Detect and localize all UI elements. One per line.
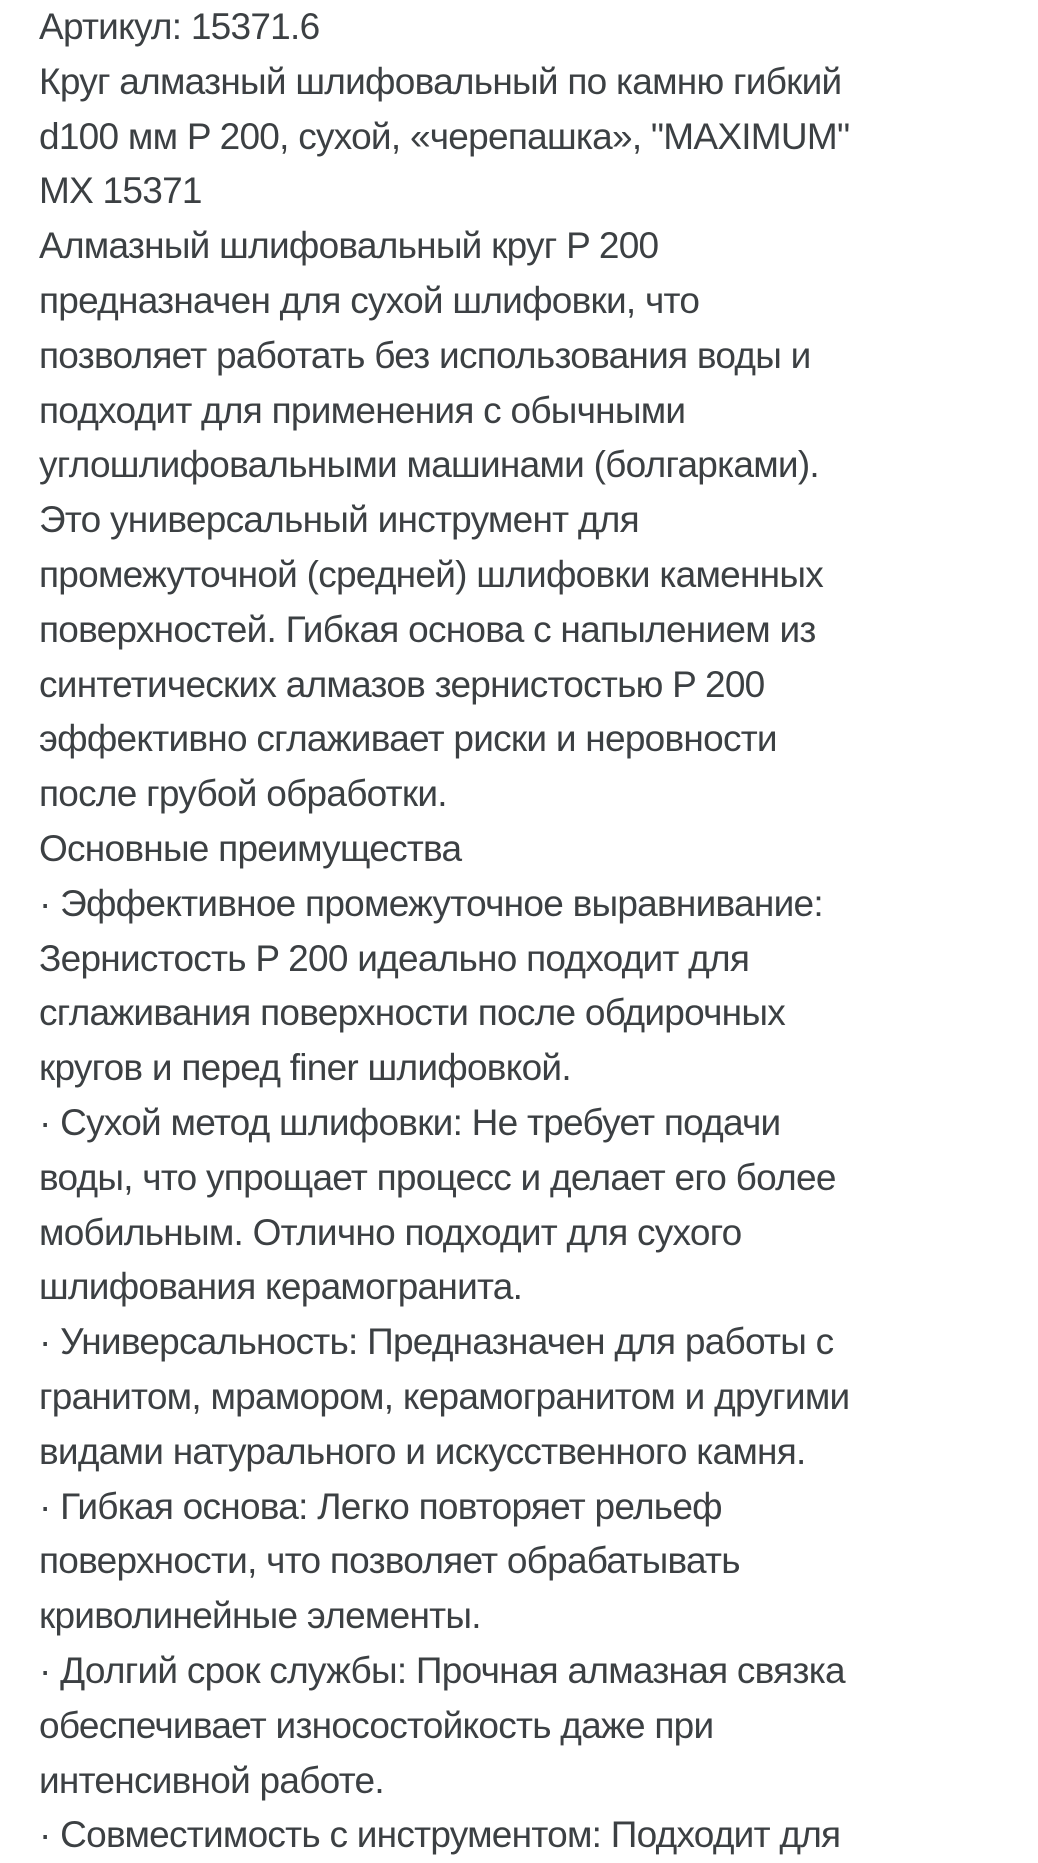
description-line: · Эффективное промежуточное выравнивание: xyxy=(39,882,823,924)
description-line: видами натурального и искусственного камня. xyxy=(39,1430,806,1472)
description-line: сглаживания поверхности после обдирочных xyxy=(39,992,785,1034)
description-line: промежуточной (средней) шлифовки каменных xyxy=(39,553,823,595)
description-line: Зернистость P 200 идеально подходит для xyxy=(39,937,750,979)
description-line: после грубой обработки. xyxy=(39,773,447,815)
description-line: обеспечивает износостойкость даже при xyxy=(39,1704,714,1746)
description-line: предназначен для сухой шлифовки, что xyxy=(39,279,700,321)
description-line: интенсивной работе. xyxy=(39,1759,384,1801)
description-line: поверхностей. Гибкая основа с напылением из xyxy=(39,608,816,650)
description-line: гранитом, мрамором, керамогранитом и другими xyxy=(39,1375,850,1417)
description-line: подходит для применения с обычными xyxy=(39,389,686,431)
description-line: d100 мм P 200, сухой, «черепашка», "MAXIMUM" xyxy=(39,115,850,157)
description-line: MX 15371 xyxy=(39,170,202,212)
description-line: поверхности, что позволяет обрабатывать xyxy=(39,1540,740,1582)
article-line: Артикул: 15371.6 xyxy=(39,6,320,47)
description-line: Это универсальный инструмент для xyxy=(39,499,639,541)
description-line: Круг алмазный шлифовальный по камню гибкий xyxy=(39,60,842,102)
description-line: воды, что упрощает процесс и делает его более xyxy=(39,1156,836,1198)
description-line: · Универсальность: Предназначен для работы с xyxy=(39,1321,834,1363)
description-line: углошлифовальными машинами (болгарками). xyxy=(39,444,819,486)
description-line: эффективно сглаживает риски и неровности xyxy=(39,718,777,760)
description-line: Алмазный шлифовальный круг P 200 xyxy=(39,225,659,267)
description-line: · Гибкая основа: Легко повторяет рельеф xyxy=(39,1485,722,1527)
description-line: · Долгий срок службы: Прочная алмазная связка xyxy=(39,1649,845,1691)
description-line: криволинейные элементы. xyxy=(39,1595,481,1637)
description-line: позволяет работать без использования воды и xyxy=(39,334,811,376)
description-line: шлифования керамогранита. xyxy=(39,1266,523,1308)
description-line: мобильным. Отлично подходит для сухого xyxy=(39,1211,742,1253)
description-line-clipped: · Совместимость с инструментом: Подходит для xyxy=(39,1814,841,1856)
description-line: · Сухой метод шлифовки: Не требует подачи xyxy=(39,1101,781,1143)
description-line: кругов и перед finer шлифовкой. xyxy=(39,1047,571,1089)
description-line: синтетических алмазов зернистостью P 200 xyxy=(39,663,765,705)
description-line: Основные преимущества xyxy=(39,827,462,869)
